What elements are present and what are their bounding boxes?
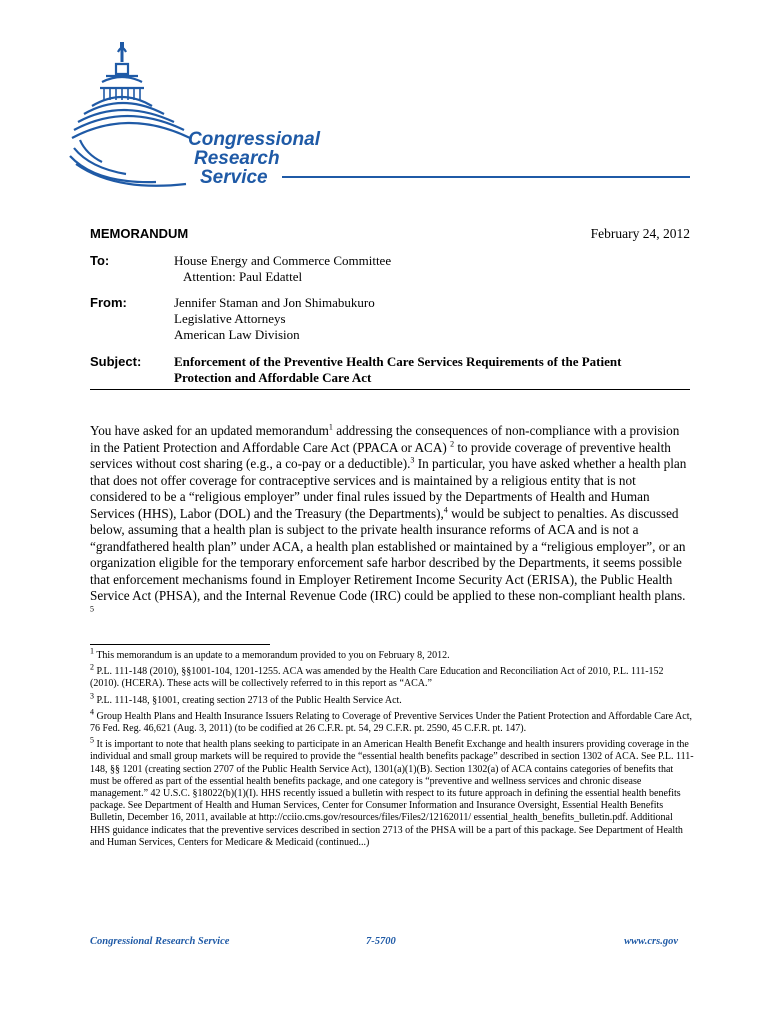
from-label: From: [90,295,127,310]
footnote-3: $^3$ P.L. 111-148, §1001, creating section 2713 of the Public Health Service Act. [90,691,402,706]
footnote-ref-2: 2 [450,439,455,449]
body-text-c: to provide coverage of preventive health services without cost sharing (e.g., a co-pay or a deductible). [90,439,671,471]
footnote-1: $^1$ This memorandum is an update to a memorandum provided to you on February 8, 2012. [90,646,450,661]
footnote-ref-4: 4 [443,505,448,515]
from-line2: Legislative Attorneys [174,311,286,326]
footnote-2: $^2$ P.L. 111-148 (2010), §§1001-104, 1201-1255. ACA was amended by the Health Care Education and Reconciliation Act of 2010, P.L. 111-152 (2010). (HCERA). These acts will be collectively referred to in this report as “ACA.” [90,662,664,690]
from-sender [174,295,375,343]
to-label: To: [90,253,110,268]
footnote-ref-1: 1 [328,422,333,432]
footnote-ref-5: 5 [90,604,94,614]
footer-url[interactable]: www.crs.gov [624,936,678,947]
body-text-a: You have asked for an updated memorandum [90,423,329,438]
memo-date: February 24, 2012 [590,226,690,241]
body-text-e: would be subject to penalties. As discussed below, assuming that a health plan is subject to the private health insurance reforms of ACA and is not a “grandfathered health plan” under ACA, a health plan established or maintained by a “religious employer”, or an organization eligible for the temporary enforcement safe harbor described by the Departments, it seems possible that enforcement mechanisms found in Employer Retirement Income Security Act (ERISA), the Public Health Service Act (PHSA), and the Internal Revenue Code (IRC) could be applied to these non-compliant health plans. [90,505,686,603]
footnotes [90,646,694,853]
to-line1: House Energy and Commerce Committee [174,253,392,268]
memo-body [90,423,692,621]
org-name [188,130,320,187]
org-name-line3: Service [200,167,268,188]
body-text-b: addressing the consequences of non-compliance with a provision in the Patient Protection and Affordable Care Act (PPACA or ACA) [90,423,680,455]
to-line2: Attention: Paul Edattel [183,269,303,284]
footnote-4: $^4$ Group Health Plans and Health Insurance Issuers Relating to Coverage of Preventive Services Under the Patient Protection and Affordable Care Act, 76 Fed. Reg. 46,621 (Aug. 3, 2011) (to be codified at 26 C.F.R. pt. 54, 29 C.F.R. pt. 2590, 45 C.F.R. pt. 147). [90,707,692,735]
from-line3: American Law Division [174,327,300,342]
header-rule [282,176,690,178]
footnote-ref-3: 3 [410,455,415,465]
footer-org: Congressional Research Service [90,936,230,947]
org-name-line1: Congressional [188,129,320,150]
subject-rule [90,389,690,390]
subject-text: Enforcement of the Preventive Health Care Services Requirements of the Patient Protection and Affordable Care Act [174,354,622,385]
body-text-d: In particular, you have asked whether a health plan that does not offer coverage for contraceptive services and is maintained by a religious entity that is not considered to be a “religious employer” under final rules issued by the Departments of Health and Human Services (HHS), Labor (DOL) and the Treasury (the Departments), [90,456,687,521]
footnote-rule [90,644,270,645]
from-line1: Jennifer Staman and Jon Shimabukuro [174,295,375,310]
footnote-5: $^5$ It is important to note that health plans seeking to participate in an American Health Benefit Exchange and health insurers providing coverage in the individual and small group markets will be required to provide the “essential health benefits package” described in section 1302 of ACA. See P.L. 111-148, §§ 1201 (creating section 2707 of the Public Health Service Act), 1301(a)(1)(B). Section 1302(a) of ACA contains categories of benefits that must be offered as part of the essential health benefits package, and one category is “preventive and wellness services and chronic disease management.” 42 U.S.C. §18022(b)(1)(I). HHS recently issued a bulletin with respect to its future approach in defining the essential health benefits package. See Department of Health and Human Services, Center for Consumer Information and Insurance Oversight, Essential Health Benefits Bulletin, December 16, 2011, available at http://cciio.cms.gov/resources/files/Files2/12162011/ essential_health_benefits_bulletin.pdf. Additional HHS guidance indicates that the preventive services described in section 2713 of the PHSA will be a part of this package. See Department of Health and Human Services, Centers for Medicare & Medicaid (continued...) [90,735,694,848]
to-recipient [174,253,391,285]
footer-code: 7-5700 [366,936,396,947]
org-name-line2: Research [194,148,280,169]
subject-label: Subject: [90,354,142,369]
memo-label: MEMORANDUM [90,226,189,241]
